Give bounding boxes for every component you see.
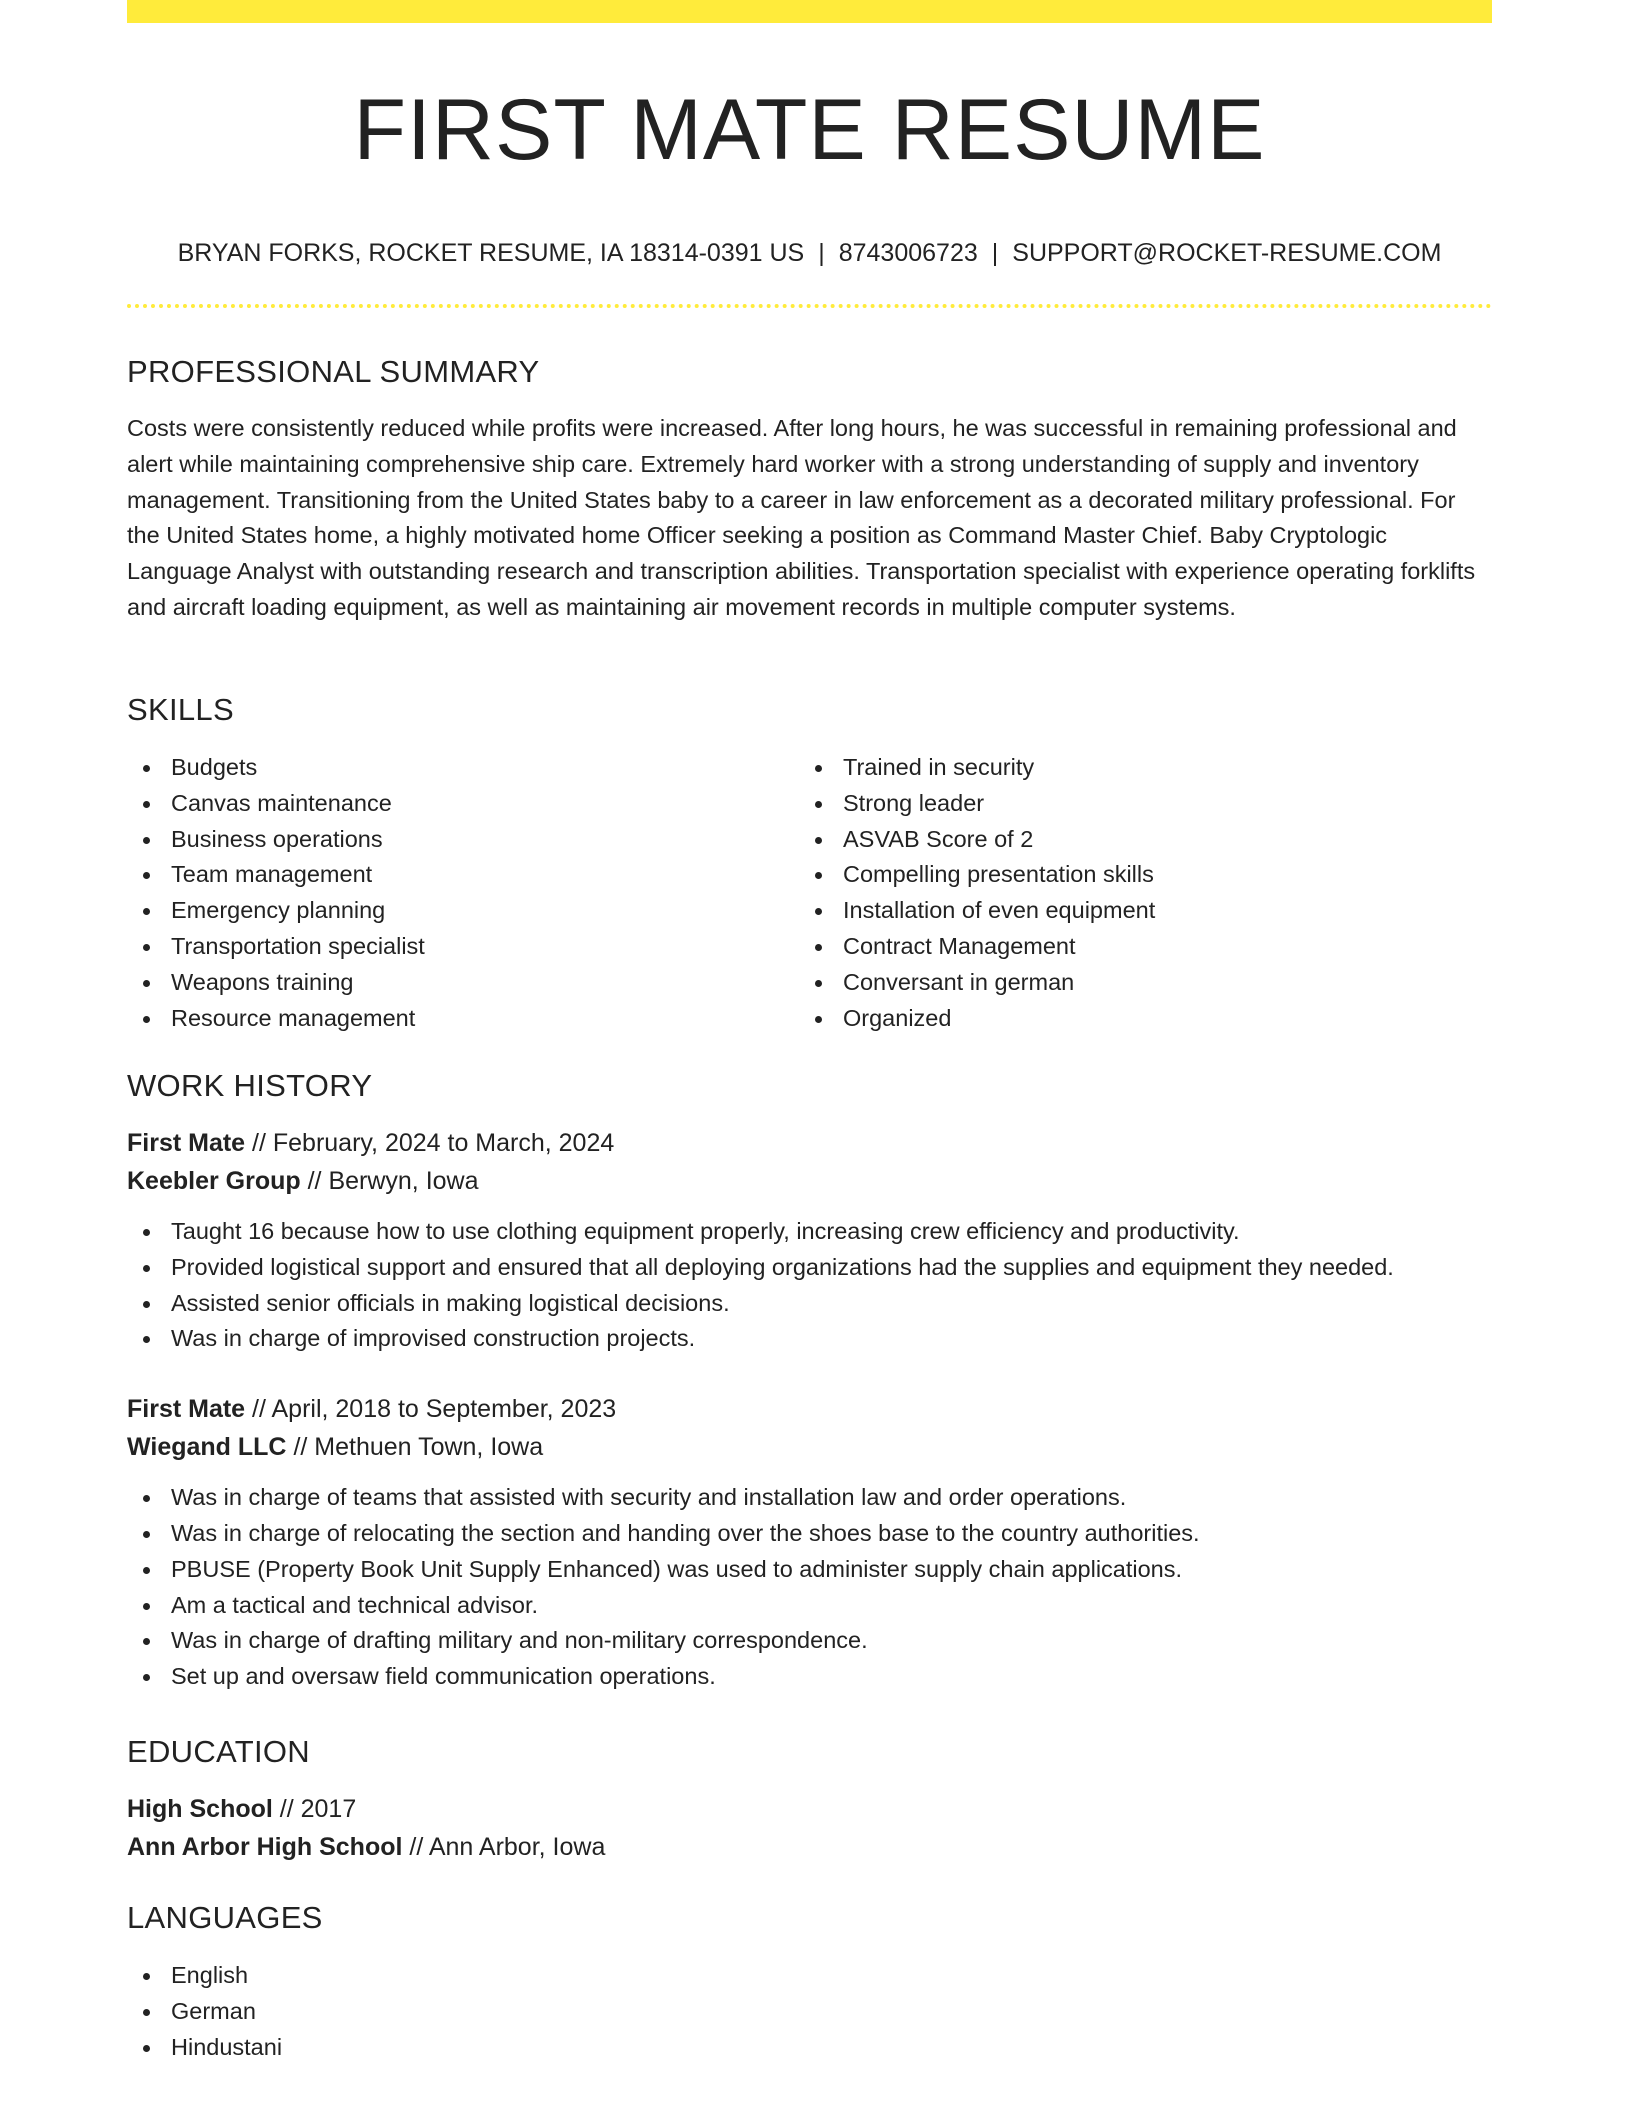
education-degree: High School — [127, 1795, 273, 1823]
language-item: English — [127, 1958, 1492, 1994]
skill-item: Conversant in german — [799, 965, 1471, 1001]
contact-address: BRYAN FORKS, ROCKET RESUME, IA 18314-0391 US — [177, 239, 805, 267]
job-duty: PBUSE (Property Book Unit Supply Enhanced) was used to administer supply chain applications. — [127, 1552, 1492, 1588]
language-item: German — [127, 1994, 1492, 2030]
contact-email: SUPPORT@ROCKET-RESUME.COM — [1012, 239, 1442, 267]
skill-item: Transportation specialist — [127, 929, 799, 965]
skill-item: Organized — [799, 1001, 1471, 1037]
job-duty: Am a tactical and technical advisor. — [127, 1588, 1492, 1624]
job-duty: Was in charge of drafting military and non-military correspondence. — [127, 1623, 1492, 1659]
work-heading: WORK HISTORY — [127, 1068, 373, 1103]
skill-item: Installation of even equipment — [799, 893, 1471, 929]
skills-columns — [127, 750, 1492, 1036]
skill-item: Strong leader — [799, 786, 1471, 822]
job-duty: Was in charge of teams that assisted with security and installation law and order operations. — [127, 1480, 1492, 1516]
accent-top-bar — [127, 0, 1492, 23]
education-section — [127, 1732, 1492, 1866]
languages-heading: LANGUAGES — [127, 1900, 323, 1935]
job-dates: // February, 2024 to March, 2024 — [245, 1129, 615, 1157]
languages-list — [127, 1958, 1492, 2065]
job-company-line — [127, 1428, 1492, 1466]
job-entry — [127, 1390, 1492, 1695]
language-item: Hindustani — [127, 2030, 1492, 2066]
skill-item: Budgets — [127, 750, 799, 786]
education-heading: EDUCATION — [127, 1734, 310, 1769]
job-title-line — [127, 1390, 1492, 1428]
summary-section — [127, 352, 1492, 626]
summary-heading: PROFESSIONAL SUMMARY — [127, 354, 540, 389]
skills-heading: SKILLS — [127, 692, 234, 727]
job-duties-list — [127, 1214, 1492, 1357]
skills-section — [127, 690, 1492, 1036]
skill-item: Resource management — [127, 1001, 799, 1037]
job-location: // Methuen Town, Iowa — [286, 1433, 544, 1462]
job-dates: // April, 2018 to September, 2023 — [245, 1395, 617, 1424]
education-school-line — [127, 1828, 1492, 1866]
education-entry — [127, 1790, 1492, 1866]
skill-item: Team management — [127, 857, 799, 893]
work-section — [127, 1066, 1492, 1695]
skill-item: Contract Management — [799, 929, 1471, 965]
job-duty: Assisted senior officials in making logistical decisions. — [127, 1286, 1492, 1322]
job-company-line — [127, 1162, 1492, 1200]
contact-separator: | — [818, 239, 825, 267]
contact-line — [127, 236, 1492, 270]
job-entry — [127, 1124, 1492, 1357]
skills-list-right — [799, 750, 1471, 1036]
education-year: // 2017 — [272, 1795, 357, 1823]
skill-item: Weapons training — [127, 965, 799, 1001]
job-company: Wiegand LLC — [127, 1433, 287, 1462]
contact-separator: | — [991, 239, 999, 267]
job-duty: Set up and oversaw field communication operations. — [127, 1659, 1492, 1695]
education-location: // Ann Arbor, Iowa — [402, 1833, 606, 1861]
education-school: Ann Arbor High School — [127, 1833, 403, 1861]
skill-item: Trained in security — [799, 750, 1471, 786]
job-duty: Provided logistical support and ensured that all deploying organizations had the supplies and equipment they needed. — [127, 1250, 1492, 1286]
skill-item: Compelling presentation skills — [799, 857, 1471, 893]
skill-item: Emergency planning — [127, 893, 799, 929]
job-title: First Mate — [127, 1129, 246, 1157]
skills-list-left — [127, 750, 799, 1036]
job-duty: Was in charge of relocating the section and handing over the shoes base to the country authorities. — [127, 1516, 1492, 1552]
job-location: // Berwyn, Iowa — [300, 1167, 479, 1195]
job-title-line — [127, 1124, 1492, 1162]
skill-item: Business operations — [127, 822, 799, 858]
resume-title: FIRST MATE RESUME — [353, 82, 1266, 178]
job-company: Keebler Group — [127, 1167, 301, 1195]
education-degree-line — [127, 1790, 1492, 1828]
summary-text: Costs were consistently reduced while profits were increased. After long hours, he was successful in remaining professional and alert while maintaining comprehensive ship care. Extremely hard worker with a strong understanding of supply and inventory management. Transitioning from the United States baby to a career in law enforcement as a decorated military professional. For the United States home, a highly motivated home Officer seeking a position as Command Master Chief. Baby Cryptologic Language Analyst with outstanding research and transcription abilities. Transportation specialist with experience operating forklifts and aircraft loading equipment, as well as maintaining air movement records in multiple computer systems. — [127, 415, 1476, 620]
job-duty: Taught 16 because how to use clothing equipment properly, increasing crew efficiency and productivity. — [127, 1214, 1492, 1250]
skill-item: ASVAB Score of 2 — [799, 822, 1471, 858]
dotted-divider — [127, 304, 1492, 308]
skill-item: Canvas maintenance — [127, 786, 799, 822]
job-title: First Mate — [127, 1395, 246, 1424]
languages-section — [127, 1898, 1492, 2065]
job-duties-list — [127, 1480, 1492, 1695]
contact-phone: 8743006723 — [838, 239, 978, 267]
job-duty: Was in charge of improvised construction projects. — [127, 1321, 1492, 1357]
